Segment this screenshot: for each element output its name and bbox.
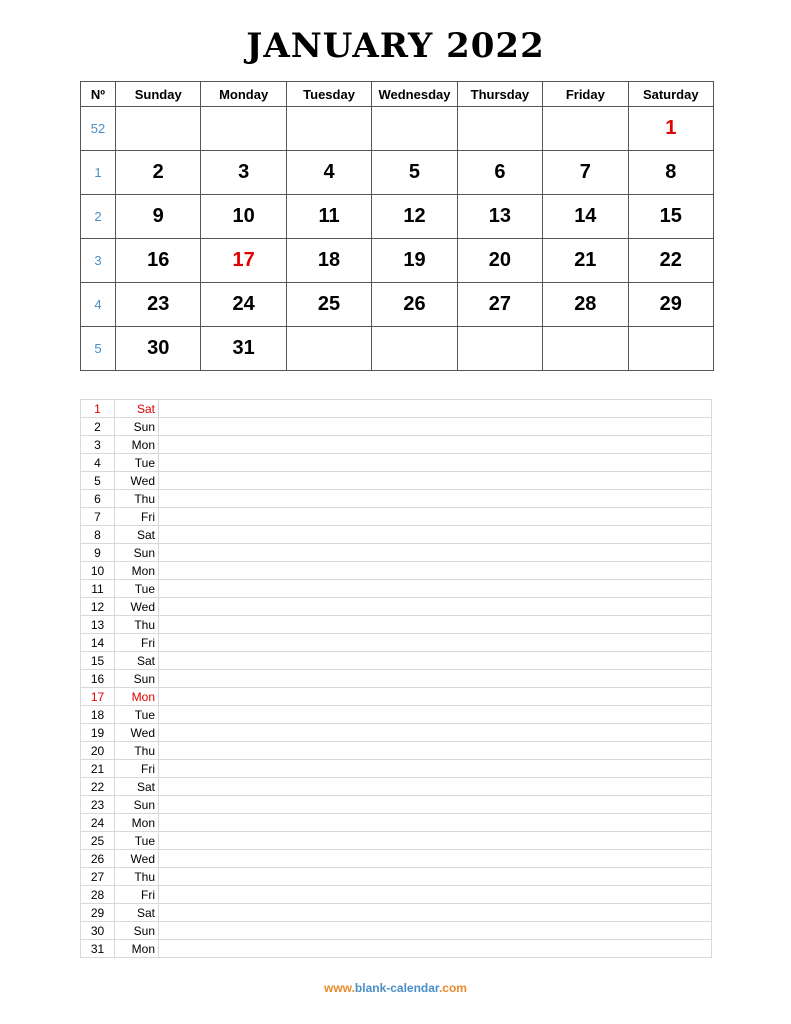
day-cell <box>457 327 542 371</box>
day-list-note-cell[interactable] <box>159 454 712 472</box>
day-list-weekday: Sun <box>115 544 159 562</box>
header-saturday: Saturday <box>628 82 713 107</box>
day-list-row <box>81 670 712 688</box>
day-cell: 27 <box>457 283 542 327</box>
day-cell: 4 <box>286 151 371 195</box>
day-list-weekday: Sat <box>115 904 159 922</box>
day-list-note-cell[interactable] <box>159 742 712 760</box>
day-cell <box>286 107 371 151</box>
day-list-weekday: Fri <box>115 634 159 652</box>
day-list-note-cell[interactable] <box>159 580 712 598</box>
footer-website[interactable] <box>0 981 791 995</box>
day-cell: 21 <box>543 239 628 283</box>
day-list-row <box>81 814 712 832</box>
day-list-row <box>81 922 712 940</box>
day-list-note-cell[interactable] <box>159 922 712 940</box>
day-list-row <box>81 436 712 454</box>
day-cell: 11 <box>286 195 371 239</box>
day-list-weekday: Tue <box>115 706 159 724</box>
header-sunday: Sunday <box>116 82 201 107</box>
day-list-weekday: Sun <box>115 418 159 436</box>
day-list-row <box>81 742 712 760</box>
header-friday: Friday <box>543 82 628 107</box>
day-cell <box>116 107 201 151</box>
day-list-row <box>81 868 712 886</box>
day-cell: 30 <box>116 327 201 371</box>
day-list-number: 9 <box>81 544 115 562</box>
day-list-number: 3 <box>81 436 115 454</box>
day-cell <box>372 107 457 151</box>
day-list-note-cell[interactable] <box>159 598 712 616</box>
day-list-row <box>81 724 712 742</box>
day-list-note-cell[interactable] <box>159 544 712 562</box>
day-list-number: 29 <box>81 904 115 922</box>
day-list-note-cell[interactable] <box>159 670 712 688</box>
weekday-header-row <box>81 82 714 107</box>
week-number-header: Nº <box>81 82 116 107</box>
page-title: JANUARY 2022 <box>246 26 545 66</box>
day-list-number: 24 <box>81 814 115 832</box>
day-list-weekday: Sat <box>115 400 159 418</box>
day-list-weekday: Sat <box>115 526 159 544</box>
day-cell: 23 <box>116 283 201 327</box>
day-list-note-cell[interactable] <box>159 814 712 832</box>
day-list-note-cell[interactable] <box>159 418 712 436</box>
day-list-number: 11 <box>81 580 115 598</box>
day-list-row <box>81 850 712 868</box>
day-cell: 31 <box>201 327 286 371</box>
day-list-note-cell[interactable] <box>159 904 712 922</box>
week-number: 1 <box>81 151 116 195</box>
day-list-weekday: Wed <box>115 472 159 490</box>
day-cell: 6 <box>457 151 542 195</box>
week-row <box>81 195 714 239</box>
day-cell: 7 <box>543 151 628 195</box>
day-list-number: 31 <box>81 940 115 958</box>
day-list-row <box>81 616 712 634</box>
day-cell: 12 <box>372 195 457 239</box>
day-cell: 20 <box>457 239 542 283</box>
day-list-row <box>81 796 712 814</box>
day-cell <box>543 327 628 371</box>
day-list-note-cell[interactable] <box>159 832 712 850</box>
week-number: 52 <box>81 107 116 151</box>
day-list-weekday: Wed <box>115 598 159 616</box>
day-list-note-cell[interactable] <box>159 562 712 580</box>
day-list-note-cell[interactable] <box>159 472 712 490</box>
day-list-number: 30 <box>81 922 115 940</box>
day-cell: 13 <box>457 195 542 239</box>
day-list-note-cell[interactable] <box>159 796 712 814</box>
day-list-weekday: Wed <box>115 724 159 742</box>
day-list-row <box>81 580 712 598</box>
day-list-number: 25 <box>81 832 115 850</box>
header-thursday: Thursday <box>457 82 542 107</box>
day-cell: 24 <box>201 283 286 327</box>
day-list-note-cell[interactable] <box>159 634 712 652</box>
day-list-weekday: Thu <box>115 742 159 760</box>
day-list-note-cell[interactable] <box>159 886 712 904</box>
day-list-row <box>81 778 712 796</box>
day-list-weekday: Mon <box>115 940 159 958</box>
day-list-row <box>81 832 712 850</box>
day-list-row <box>81 454 712 472</box>
day-list-note-cell[interactable] <box>159 850 712 868</box>
month-calendar-grid <box>80 81 714 371</box>
day-cell: 8 <box>628 151 713 195</box>
day-cell: 29 <box>628 283 713 327</box>
day-list-number: 7 <box>81 508 115 526</box>
day-cell: 19 <box>372 239 457 283</box>
day-list-weekday: Sat <box>115 652 159 670</box>
day-list-number: 8 <box>81 526 115 544</box>
day-list-number: 6 <box>81 490 115 508</box>
day-list-weekday: Fri <box>115 886 159 904</box>
day-cell: 16 <box>116 239 201 283</box>
day-list-weekday: Tue <box>115 580 159 598</box>
day-list-number: 15 <box>81 652 115 670</box>
day-list-weekday: Thu <box>115 868 159 886</box>
day-list-weekday: Thu <box>115 490 159 508</box>
day-list-note-cell[interactable] <box>159 526 712 544</box>
header-wednesday: Wednesday <box>372 82 457 107</box>
day-list-note-cell[interactable] <box>159 688 712 706</box>
day-list-row <box>81 472 712 490</box>
day-cell <box>543 107 628 151</box>
week-row <box>81 151 714 195</box>
day-list-number: 5 <box>81 472 115 490</box>
header-monday: Monday <box>201 82 286 107</box>
day-list-number: 13 <box>81 616 115 634</box>
day-cell: 9 <box>116 195 201 239</box>
day-list-note-cell[interactable] <box>159 436 712 454</box>
week-number: 2 <box>81 195 116 239</box>
day-cell: 2 <box>116 151 201 195</box>
day-list-number: 27 <box>81 868 115 886</box>
day-cell: 22 <box>628 239 713 283</box>
day-list-note-cell[interactable] <box>159 778 712 796</box>
day-list-weekday: Tue <box>115 454 159 472</box>
day-list-row <box>81 886 712 904</box>
header-tuesday: Tuesday <box>286 82 371 107</box>
day-cell: 28 <box>543 283 628 327</box>
day-list-weekday: Sat <box>115 778 159 796</box>
day-list-number: 14 <box>81 634 115 652</box>
day-list-weekday: Sun <box>115 922 159 940</box>
day-list-weekday: Wed <box>115 850 159 868</box>
day-list-weekday: Mon <box>115 688 159 706</box>
day-list-note-cell[interactable] <box>159 724 712 742</box>
week-row <box>81 327 714 371</box>
day-cell: 1 <box>628 107 713 151</box>
day-list-row <box>81 652 712 670</box>
day-list-row <box>81 418 712 436</box>
day-list-weekday: Mon <box>115 436 159 454</box>
day-list-number: 20 <box>81 742 115 760</box>
day-cell <box>201 107 286 151</box>
day-list-weekday: Sun <box>115 796 159 814</box>
day-list-row <box>81 508 712 526</box>
day-list-note-cell[interactable] <box>159 652 712 670</box>
day-list-weekday: Fri <box>115 508 159 526</box>
day-list-weekday: Tue <box>115 832 159 850</box>
day-list-row <box>81 400 712 418</box>
week-number: 3 <box>81 239 116 283</box>
footer-prefix: www. <box>324 981 355 995</box>
day-cell <box>372 327 457 371</box>
day-cell: 5 <box>372 151 457 195</box>
week-number: 4 <box>81 283 116 327</box>
day-list-row <box>81 490 712 508</box>
day-list-note-cell[interactable] <box>159 616 712 634</box>
day-list-number: 18 <box>81 706 115 724</box>
day-list-weekday: Mon <box>115 562 159 580</box>
day-cell: 26 <box>372 283 457 327</box>
footer-domain: blank-calendar <box>354 981 439 995</box>
day-list-note-cell[interactable] <box>159 706 712 724</box>
day-list-row <box>81 598 712 616</box>
day-list-row <box>81 562 712 580</box>
day-cell <box>457 107 542 151</box>
day-list-number: 2 <box>81 418 115 436</box>
day-cell: 3 <box>201 151 286 195</box>
day-list-row <box>81 904 712 922</box>
day-cell: 14 <box>543 195 628 239</box>
day-list-weekday: Fri <box>115 760 159 778</box>
daily-notes-list <box>80 399 712 958</box>
day-list-number: 22 <box>81 778 115 796</box>
week-row <box>81 239 714 283</box>
day-list-number: 4 <box>81 454 115 472</box>
day-list-weekday: Mon <box>115 814 159 832</box>
day-list-note-cell[interactable] <box>159 868 712 886</box>
day-list-row <box>81 544 712 562</box>
day-cell: 10 <box>201 195 286 239</box>
day-list-weekday: Thu <box>115 616 159 634</box>
day-list-number: 26 <box>81 850 115 868</box>
day-list-number: 23 <box>81 796 115 814</box>
day-cell: 25 <box>286 283 371 327</box>
week-row <box>81 107 714 151</box>
day-list-row <box>81 760 712 778</box>
day-cell <box>628 327 713 371</box>
day-list-number: 19 <box>81 724 115 742</box>
day-list-note-cell[interactable] <box>159 400 712 418</box>
footer-suffix: .com <box>438 981 467 995</box>
day-list-note-cell[interactable] <box>159 508 712 526</box>
day-list-note-cell[interactable] <box>159 940 712 958</box>
day-cell: 15 <box>628 195 713 239</box>
day-list-number: 1 <box>81 400 115 418</box>
day-list-row <box>81 940 712 958</box>
day-list-number: 12 <box>81 598 115 616</box>
day-list-number: 21 <box>81 760 115 778</box>
day-list-number: 17 <box>81 688 115 706</box>
day-cell: 17 <box>201 239 286 283</box>
day-list-note-cell[interactable] <box>159 760 712 778</box>
day-cell: 18 <box>286 239 371 283</box>
day-list-row <box>81 688 712 706</box>
day-list-row <box>81 706 712 724</box>
day-list-number: 16 <box>81 670 115 688</box>
day-cell <box>286 327 371 371</box>
day-list-note-cell[interactable] <box>159 490 712 508</box>
week-number: 5 <box>81 327 116 371</box>
day-list-number: 10 <box>81 562 115 580</box>
day-list-number: 28 <box>81 886 115 904</box>
day-list-row <box>81 634 712 652</box>
day-list-row <box>81 526 712 544</box>
week-row <box>81 283 714 327</box>
day-list-weekday: Sun <box>115 670 159 688</box>
